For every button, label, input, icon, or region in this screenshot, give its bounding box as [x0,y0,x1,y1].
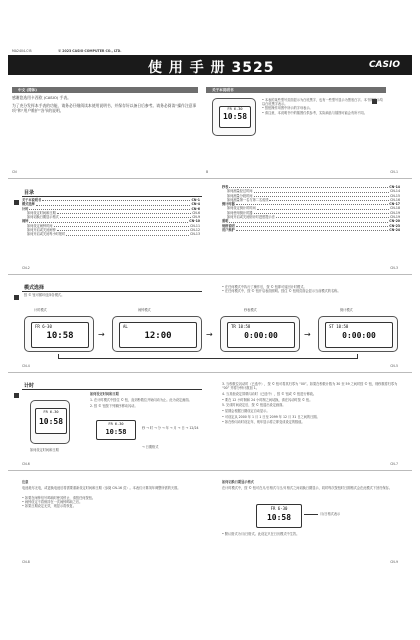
notes-bullets: • 如要在闹钟信号鸣响时使其停止，请按任何按钮。 • 闹钟设定不将保持在一次闹钟鸣响之后。 • 如果日期设定无效，则显示将恢复。 [22,496,202,509]
toc-entry-page: CN-19 [390,210,400,215]
date-format-lcd: FR 6-30 10:58 [256,504,302,528]
step-text: • 星期会根据日期设定自动显示。 [222,409,270,414]
toc-leader [254,194,390,197]
seq-item: → 日 [177,426,186,430]
toc-leader [66,232,189,235]
toc-leader [257,206,389,209]
toc-entry-page: CN-24 [389,227,400,232]
toc-leader [57,211,192,214]
toc-leader [229,219,388,222]
page-number: CN-9 [390,560,398,564]
toc-entry-page: CN-23 [389,223,400,228]
mode-label-alarm: 闹钟模式 [138,308,151,312]
toc-entry-title: 用户维护 [222,227,235,232]
mode-watch-stopwatch: TR 10:58 0:00:00 [220,316,300,352]
modes-title: 模式选择 [24,285,45,291]
mode-watch-alarm: AL 12:00 [112,316,202,352]
toc-leader [276,215,389,218]
modes-notes: • 在任何模式中执行了操作后，按 © 钮即可返回计时模式。 • 在任何模式中，按 © 钮开启表面照明。按住 © 钮则页面会显示当前模式的名称。 [222,285,402,293]
toc-entry-title: 如何测量第一名与第二名成绩 [227,197,269,202]
lang-tab: 中文 (简体) [12,87,198,93]
toc-leader [254,211,390,214]
arrow-right-icon: → [206,330,213,339]
mode-watch-timekeeping: FR 6-30 10:58 [24,316,94,352]
timekeeping-sub: 如何设定时间和日期 [90,392,119,396]
toc-entry-title: 关于本说明书 [22,198,42,202]
section-square-icon [14,190,19,209]
toc-entry-page: CN-14 [390,189,400,194]
mode-return-arrow [58,354,358,359]
toc-entry-title: 如何使用倒计时器 [227,210,253,215]
watch-illustration [212,98,256,136]
intro-line1: 感谢您选用卡西欧 (CASIO) 手表。 [12,95,71,100]
page-number: B [206,170,209,174]
seq-item: → 日期格式 [142,445,159,449]
step-text: 5. 完成时间设定后，按 © 钮退出设定画面。 [222,403,286,408]
toc-leader [60,215,191,218]
seq-item: 秒 [142,426,147,430]
seq-list [142,414,200,452]
seq-item: → 月 [169,426,178,430]
notes-text: 电池耗尽无电，或更换电池后将需要重新设定时间和日期（参阅 CN-16 页）。本表仅计算闰年调整所需的天数。 [22,486,181,490]
mode-label-timekeeping: 计时模式 [34,308,47,312]
page-number: CN [12,170,17,174]
toc-leader [269,198,389,201]
page-number: CN-6 [22,462,30,466]
toc-entry-page: CN-6 [192,210,200,215]
toc-entry-title: 闹钟 [22,219,29,224]
toc-leader [36,202,191,205]
divider [8,178,412,179]
mode-label-timer: 倒计模式 [340,308,353,312]
toc-entry-page: CN-14 [389,185,400,189]
page-title: 使 用 手 册 3525 [148,60,275,76]
arrow-right-icon: → [98,330,105,339]
seq-item: → 时 [146,426,155,430]
toc-rule [22,196,202,197]
toc-entry-title: 规格说明 [222,223,235,228]
toc-entry-title: 照明 [222,219,229,224]
toc-entry-title: 秒表 [222,185,229,189]
modes-rule [22,291,202,292]
toc-entry-title: 如何开启或关闭倒计时进度提示音 [227,215,275,220]
section-square-icon [14,383,19,402]
seq-item: → 分 [154,426,162,430]
step-text: • 要在 12 小时制和 24 小时制之间切换，请在闪动时按 © 钮。 [222,397,313,402]
date-format-text: 在计时模式中，按 © 钮可在月/日格式与日/月格式之间切换日期显示，同时每次按钮时日期格式会在此模式下回归保存。 [222,486,392,490]
toc-leader [29,219,188,222]
page-number: CN-8 [22,560,30,564]
page-number: CN-5 [390,364,398,368]
toc-entry-title: 如何切换日期显示格式 [27,215,59,220]
toc-entry-title: 如何开启或关闭闹钟 [27,228,56,233]
mode-watch-timer: ST 10:58 0:00:00 [318,316,398,352]
page-number: CN-4 [22,364,30,368]
timekeeping-rule [22,389,202,390]
toc-entry-page: CN-1 [191,198,200,202]
toc-entry-title: 模式选择 [22,202,35,207]
toc-entry-page: CN-20 [389,219,400,224]
toc-right [222,185,400,232]
toc-entry-page: CN-11 [190,223,200,228]
arrow-right-icon: → [304,330,311,339]
toc-title: 目录 [24,190,35,196]
toc-entry-page: CN-10 [189,219,200,224]
step-text: 3. 当秒数位闪动时（已选中），按 © 钮可将其归零为 “00”。如果在秒数计数为 30 至 59 之间时按 © 钮，则秒数将归零为 “00” 并将分钟计数加 1。 [222,382,398,391]
toc-entry-page: CN-12 [190,228,200,233]
toc-entry-title: 如何测量经过时间 [227,189,253,194]
doc-code: MA2404-C·B [12,49,32,53]
toc-entry-title: 如何设定倒计时时间 [227,206,256,211]
toc-entry-page: CN-16 [390,197,400,202]
seq-item: → 12/24 [185,426,199,430]
brand-logo: CASIO [368,60,400,70]
toc-entry-title: 如何开启或关闭每小时报时 [27,232,66,237]
toc-leader [57,228,189,231]
section-square-icon [14,285,19,304]
seq-lcd: FR 6-30 10:58 [96,420,136,440]
toc-leader [236,202,388,205]
toc-entry-title: 计时 [22,206,29,211]
toc-entry-page: CN-6 [191,206,200,211]
toc-entry-page: CN-15 [390,193,400,198]
timekeeping-steps: 1. 在计时模式中按住 © 钮，直到秒数位开始闪动为止。此为设定画面。 2. 按 © 钮按下列顺序移动闪动。 [90,398,192,409]
toc-entry-title: 如何设定时间和日期 [27,210,56,215]
toc-entry-title: 如何测量分段时间 [227,193,253,198]
toc-entry-title: 倒计时器 [222,202,235,207]
toc-leader [236,224,388,227]
toc-leader [229,185,388,188]
page-number: CN-7 [390,462,398,466]
toc-entry-page: CN-9 [192,215,200,220]
divider [8,274,412,275]
step-text: • 如在秒闪动时设定年，则年显示将立即变成设定的数值。 [222,420,305,425]
toc-leader [42,198,190,201]
mode-label-stopwatch: 秒表模式 [244,308,257,312]
toc-left [22,198,200,237]
copyright: © 2023 CASIO COMPUTER CO., LTD. [58,49,122,53]
date-format-bullet: • 默认格式为月/日格式。此设定只在日历模式中生效。 [222,532,402,536]
toc-entry-page: CN-13 [190,232,200,237]
toc-entry-page: CN-4 [191,202,200,207]
toc-leader [236,228,388,231]
watch-lcd: FR 6-30 10:58 [219,106,251,128]
toc-entry[interactable] [22,232,200,236]
timekeeping-watch: FR 6-30 10:58 [30,400,70,444]
seq-item: → 年 [161,426,170,430]
intro-line2: 为了充分发挥本手表的功能，请务必仔细阅读本使用说明书，并保存好以备日后参考。请务必阅读“操作注意事项”和“用户维护”各节的说明。 [12,103,197,113]
notes-title: 注意 [22,480,29,484]
toc-leader [29,207,190,210]
toc-entry-title: 如何设定闹钟时间 [27,223,53,228]
toc-entry[interactable] [222,228,400,232]
seq-caption: 如何设定时间和日期 [30,448,59,452]
date-format-title: 如何切换日期显示格式 [222,480,254,484]
page-number: CN-3 [390,266,398,270]
about-header: 关于本说明书 [206,87,386,93]
step-text: • 可设定从 2000 年 1 月 1 日至 2099 年 12 月 31 日之间的日期。 [222,414,320,419]
toc-leader [254,189,390,192]
date-format-caption: 月/日格式表示 [320,512,341,516]
toc-leader [54,224,190,227]
page-number: CN-1 [390,170,398,174]
page-number: CN-2 [22,266,30,270]
toc-entry-page: CN-18 [390,206,400,211]
modes-desc: 按 © 钮可循环选择各模式。 [24,293,65,297]
title-bar [8,55,412,75]
step-text: 4. 当其他设定屏幕闪动时（已选中），按 © 钮或 © 钮进行修改。 [222,391,317,396]
divider [8,470,412,471]
timekeeping-title: 计时 [24,383,35,389]
timekeeping-steps-right [222,382,402,426]
divider [8,372,412,373]
toc-entry-page: CN-17 [389,202,400,207]
about-bullets: • 本表的某些型号页面显示为白底黑字，也有一些型号显示为黑底白字。本书的图示均以白底黑字表示。 • 按钮操作用图中所示的字母表示。 • 请注意，本说明书中的插图仅供参考，实际商品与插图可能会有所不同。 [262,98,386,115]
caption-leader [304,514,318,515]
toc-entry-page: CN-19 [390,215,400,220]
